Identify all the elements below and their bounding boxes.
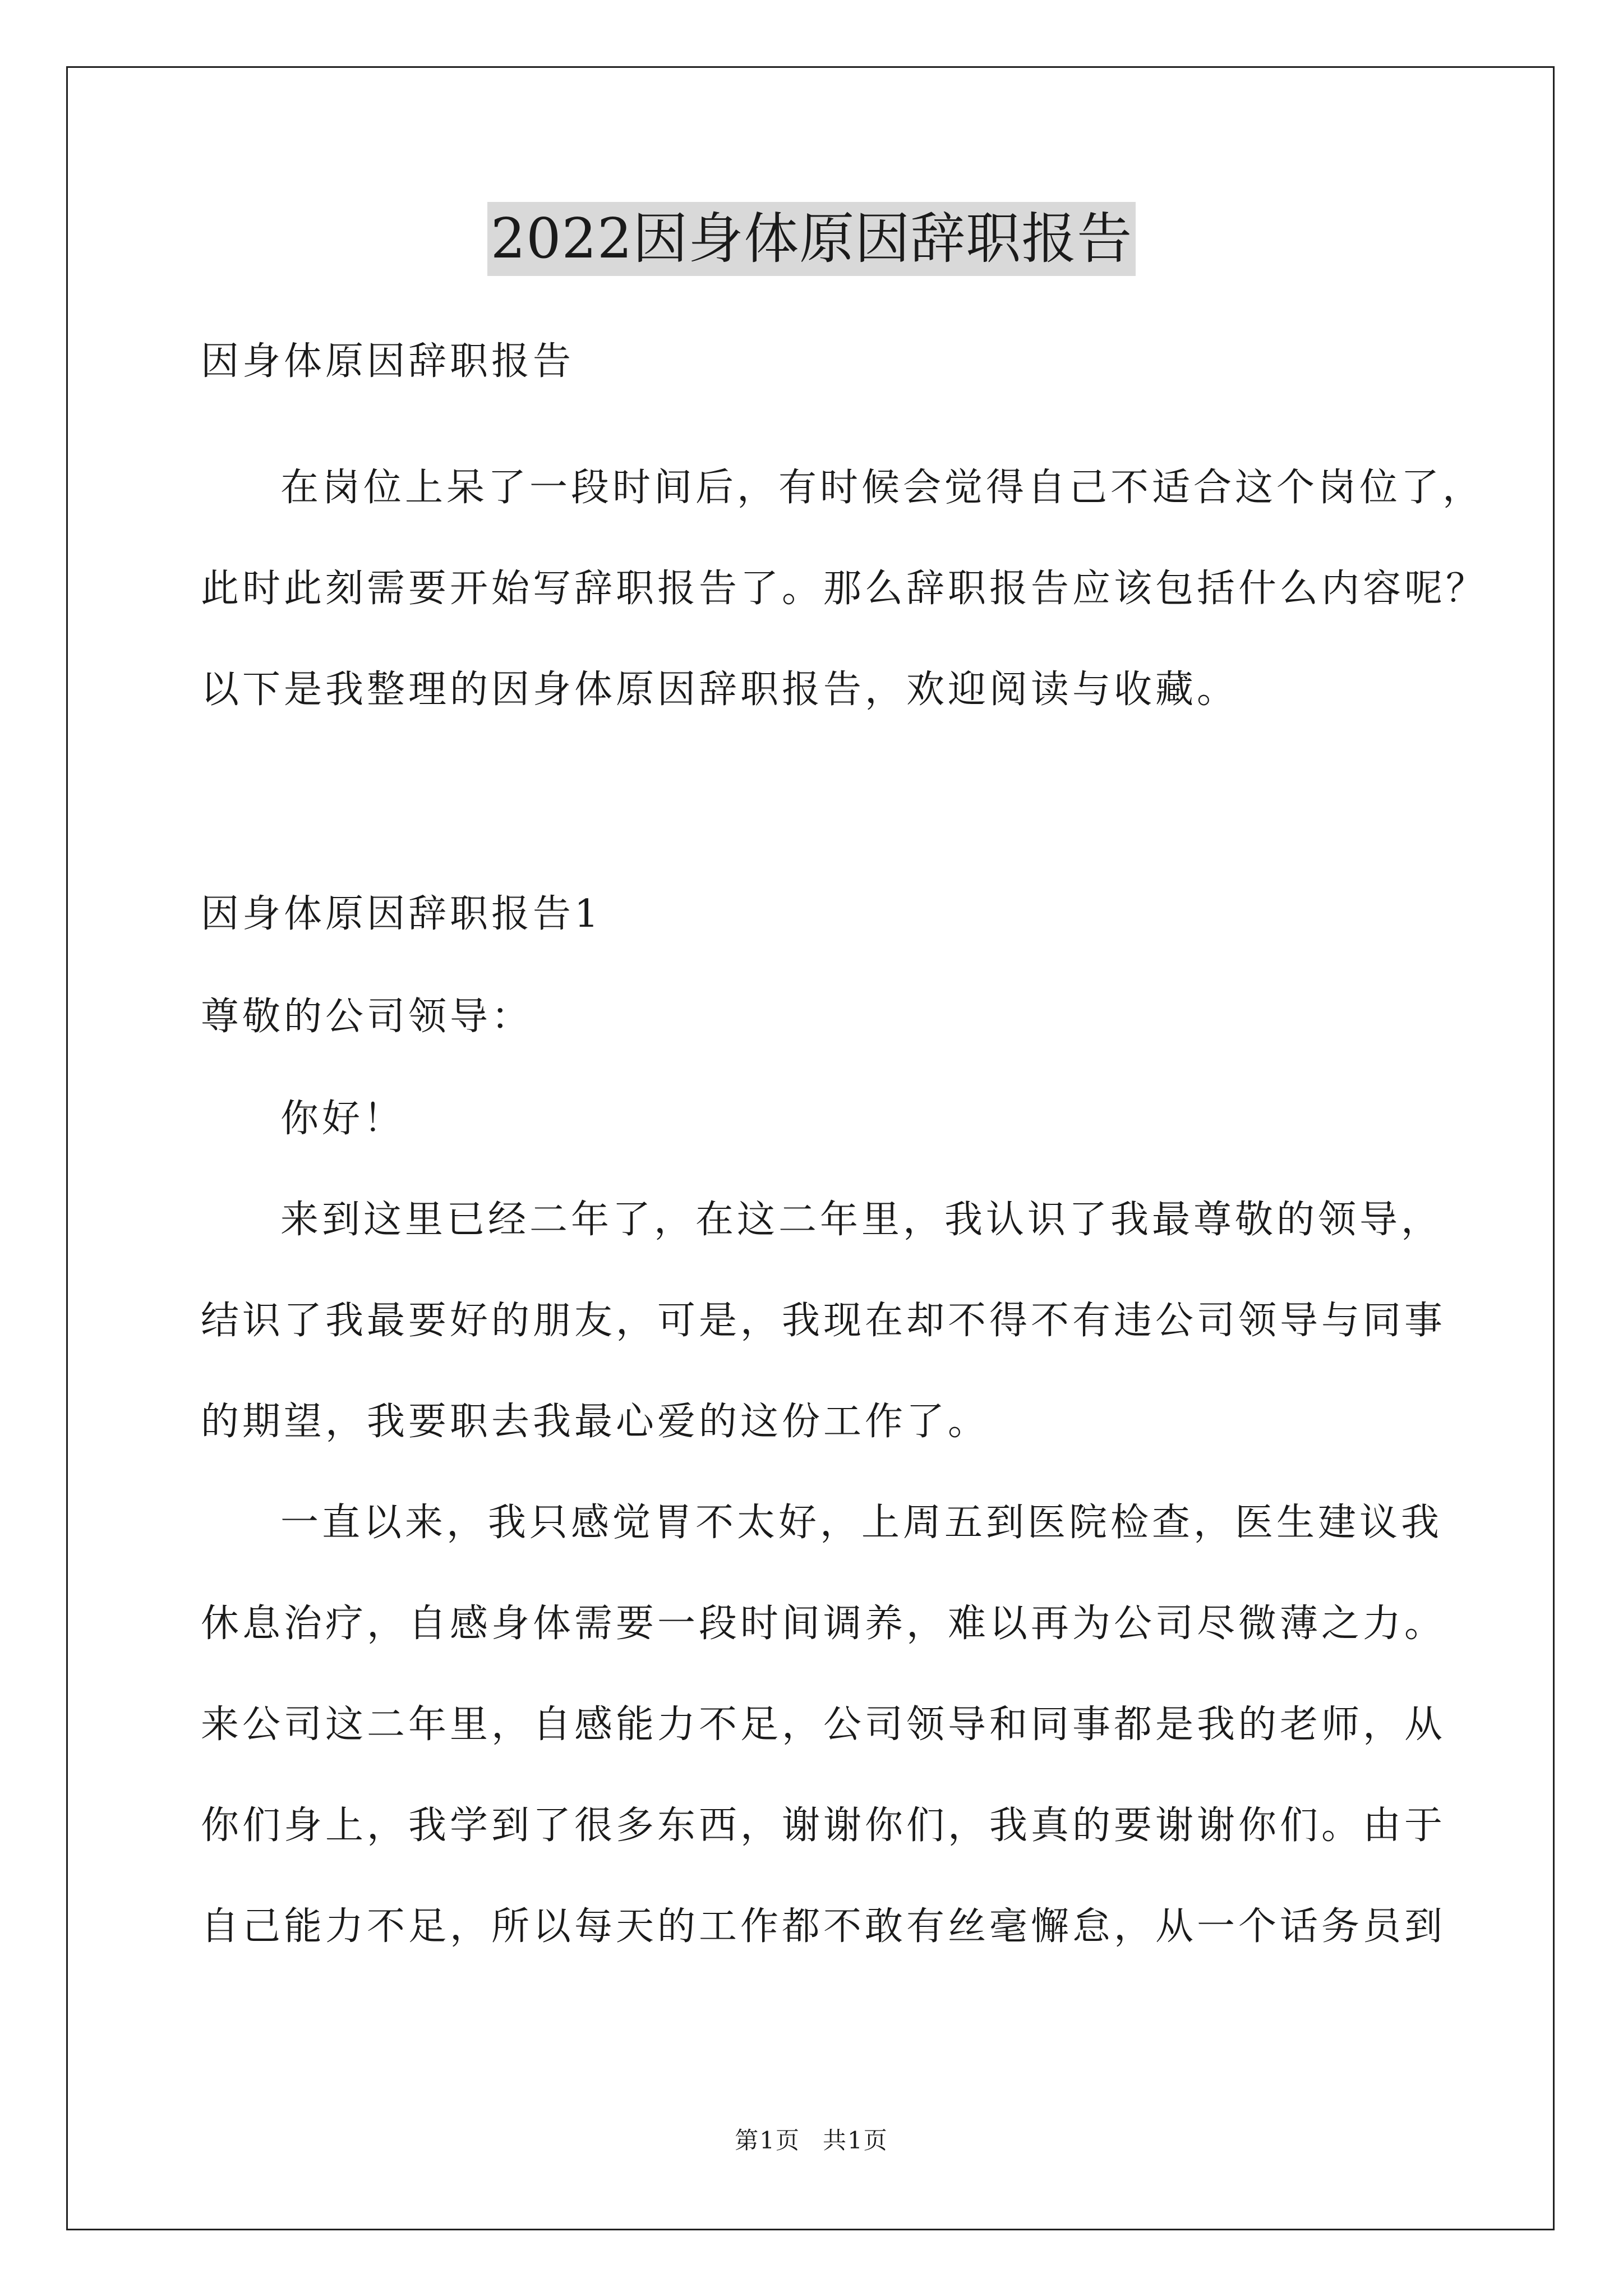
subtitle: 因身体原因辞职报告 bbox=[201, 339, 575, 384]
section-heading: 因身体原因辞职报告1 bbox=[201, 892, 602, 936]
page-number: 第1页 bbox=[735, 2127, 800, 2154]
title-container bbox=[0, 202, 1623, 276]
greeting: 你好！ bbox=[280, 1097, 405, 1141]
document-title: 2022因身体原因辞职报告 bbox=[487, 202, 1136, 276]
paragraph-line: 以下是我整理的因身体原因辞职报告，欢迎阅读与收藏。 bbox=[201, 668, 1239, 712]
paragraph-line: 自己能力不足，所以每天的工作都不敢有丝毫懈怠，从一个话务员到 bbox=[201, 1904, 1446, 1949]
paragraph-line: 在岗位上呆了一段时间后，有时候会觉得自己不适合这个岗位了， bbox=[280, 466, 1484, 510]
paragraph-line: 休息治疗，自感身体需要一段时间调养，难以再为公司尽微薄之力。 bbox=[201, 1602, 1446, 1646]
paragraph-line: 的期望，我要职去我最心爱的这份工作了。 bbox=[201, 1400, 990, 1444]
paragraph-line: 你们身上，我学到了很多东西，谢谢你们，我真的要谢谢你们。由于 bbox=[201, 1803, 1446, 1848]
paragraph-line: 结识了我最要好的朋友，可是，我现在却不得不有违公司领导与同事 bbox=[201, 1299, 1446, 1343]
page-footer bbox=[0, 2125, 1623, 2156]
salutation: 尊敬的公司领导： bbox=[201, 995, 533, 1039]
paragraph-line: 此时此刻需要开始写辞职报告了。那么辞职报告应该包括什么内容呢？ bbox=[201, 567, 1488, 611]
paragraph-line: 一直以来，我只感觉胃不太好，上周五到医院检查，医生建议我 bbox=[280, 1501, 1443, 1545]
paragraph-line: 来公司这二年里，自感能力不足，公司领导和同事都是我的老师，从 bbox=[201, 1703, 1446, 1747]
page-count: 共1页 bbox=[823, 2127, 888, 2154]
paragraph-line: 来到这里已经二年了，在这二年里，我认识了我最尊敬的领导， bbox=[280, 1198, 1443, 1242]
